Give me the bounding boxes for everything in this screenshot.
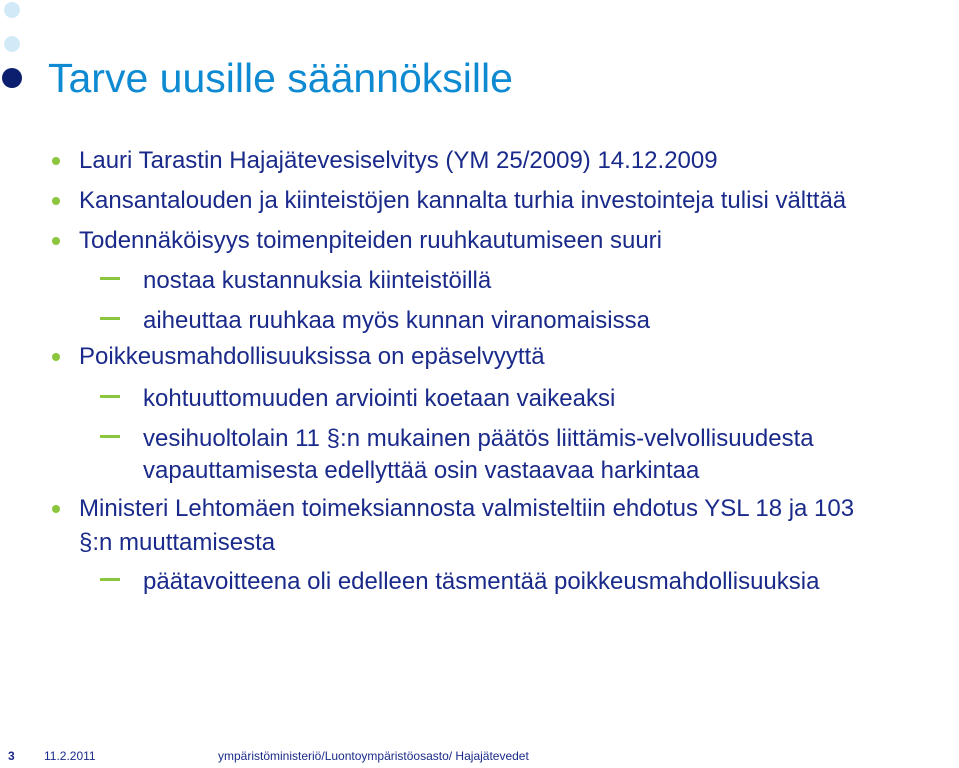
sub-bullet-text: päätavoitteena oli edelleen täsmentää poikkeusmahdollisuuksia	[143, 568, 820, 595]
decorative-dot-light-top	[4, 2, 20, 18]
bullet-text-continued: §:n muuttamisesta	[79, 529, 276, 556]
bullet-text: Kansantalouden ja kiinteistöjen kannalta turhia investointeja tulisi välttää	[79, 187, 847, 214]
sub-bullet-text: aiheuttaa ruuhkaa myös kunnan viranomaisissa	[143, 307, 650, 334]
dash-icon	[100, 578, 120, 581]
dash-icon	[100, 277, 120, 280]
footer-date: 11.2.2011	[44, 749, 96, 763]
bullet-icon	[52, 197, 60, 205]
bullet-text: Todennäköisyys toimenpiteiden ruuhkautumiseen suuri	[79, 227, 663, 254]
page-number: 3	[8, 749, 15, 763]
slide-title: Tarve uusille säännöksille	[48, 55, 513, 101]
bullet-icon	[52, 353, 60, 361]
dash-icon	[100, 317, 120, 320]
sub-bullet-text: vesihuoltolain 11 §:n mukainen päätös liittämis-velvollisuudesta	[143, 425, 814, 452]
sub-bullet-text: kohtuuttomuuden arviointi koetaan vaikeaksi	[143, 385, 616, 412]
footer-organization: ympäristöministeriö/Luontoympäristöosasto/ Hajajätevedet	[218, 749, 529, 763]
sub-bullet-text-continued: vapauttamisesta edellyttää osin vastaavaa harkintaa	[143, 457, 700, 484]
bullet-icon	[52, 237, 60, 245]
dash-icon	[100, 435, 120, 438]
dash-icon	[100, 395, 120, 398]
bullet-text: Lauri Tarastin Hajajätevesiselvitys (YM 25/2009) 14.12.2009	[79, 147, 718, 174]
decorative-dot-dark	[2, 68, 22, 88]
sub-bullet-text: nostaa kustannuksia kiinteistöillä	[143, 267, 492, 294]
bullet-icon	[52, 157, 60, 165]
decorative-dot-light-middle	[4, 36, 20, 52]
bullet-text: Poikkeusmahdollisuuksissa on epäselvyyttä	[79, 343, 545, 370]
bullet-icon	[52, 505, 60, 513]
bullet-text: Ministeri Lehtomäen toimeksiannosta valmisteltiin ehdotus YSL 18 ja 103	[79, 495, 855, 522]
